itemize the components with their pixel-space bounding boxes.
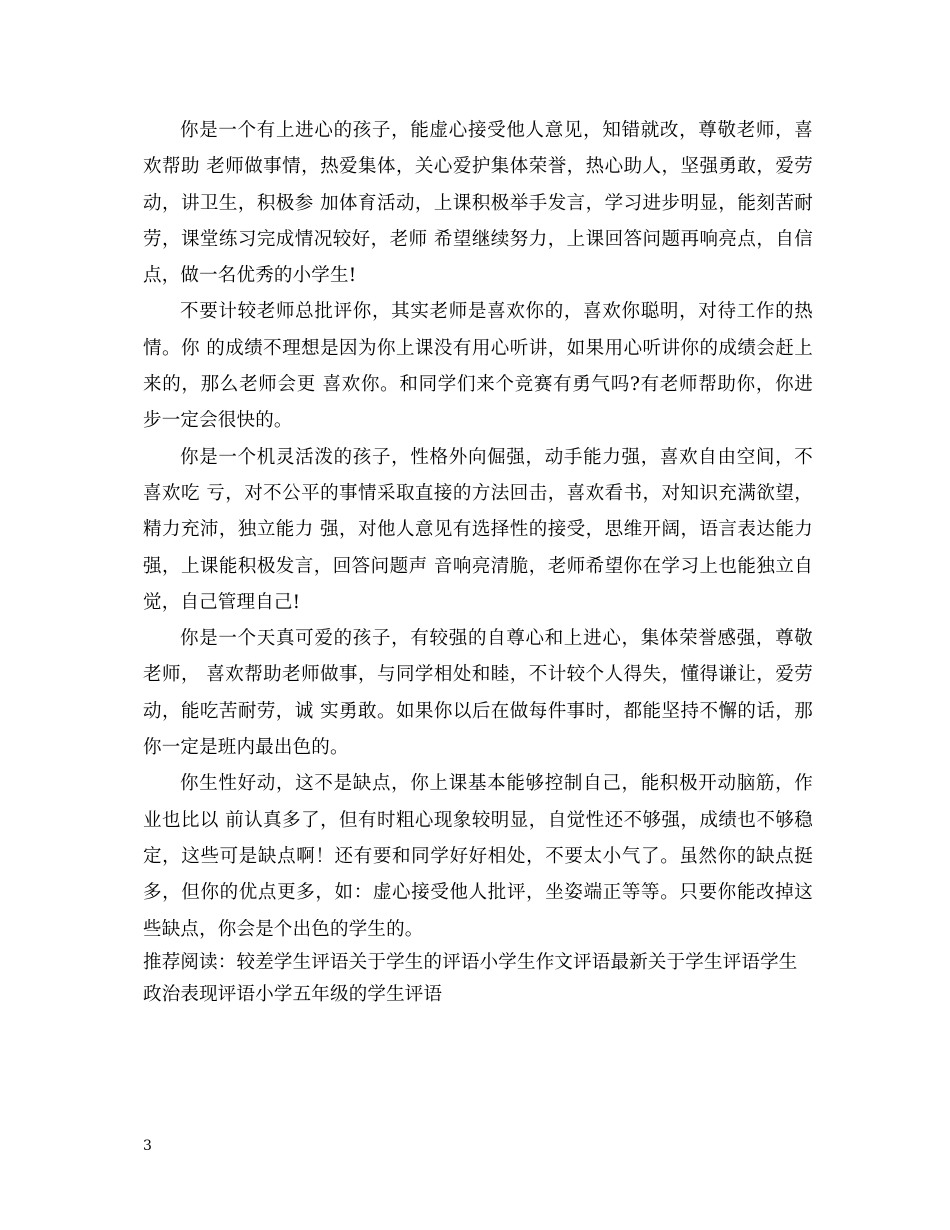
- paragraph: 你是一个机灵活泼的孩子，性格外向倔强，动手能力强，喜欢自由空间，不喜欢吃 亏，对不公平的事情采取直接的方法回击，喜欢看书，对知识充满欲望，精力充沛，独立能力 强，对他人意见有选择性的接受，思维开阔，语言表达能力强，上课能积极发言，回答问题声 音响亮清脆，老师希望你在学习上也能独立自觉，自己管理自己!: [143, 446, 813, 613]
- paragraph: 你是一个天真可爱的孩子，有较强的自尊心和上进心，集体荣誉感强，尊敬老师， 喜欢帮助老师做事，与同学相处和睦，不计较个人得失，懂得谦让，爱劳动，能吃苦耐劳，诚 实勇敢。如果你以后在做每件事时，都能坚持不懈的话，那你一定是班内最出色的。: [143, 628, 813, 759]
- paragraph: 你生性好动，这不是缺点，你上课基本能够控制自己，能积极开动脑筋，作业也比以 前认真多了，但有时粗心现象较明显，自觉性还不够强，成绩也不够稳定，这些可是缺点啊！还有要和同学好好相处，不要太小气了。虽然你的缺点挺多，但你的优点更多，如：虚心接受他人批评，坐姿端正等等。只要你能改掉这些缺点，你会是个出色的学生的。: [143, 773, 813, 940]
- document-body: [143, 113, 813, 1012]
- paragraph: 不要计较老师总批评你，其实老师是喜欢你的，喜欢你聪明，对待工作的热情。你 的成绩不理想是因为你上课没有用心听讲，如果用心听讲你的成绩会赶上来的，那么老师会更 喜欢你。和同学们来个竞赛有勇气吗?有老师帮助你，你进步一定会很快的。: [143, 301, 813, 432]
- recommended-reading: 推荐阅读：较差学生评语关于学生的评语小学生作文评语最新关于学生评语学生政治表现评语小学五年级的学生评语: [143, 951, 798, 1005]
- page-number: 3: [143, 1138, 152, 1154]
- paragraph: 你是一个有上进心的孩子，能虚心接受他人意见，知错就改，尊敬老师，喜欢帮助 老师做事情，热爱集体，关心爱护集体荣誉，热心助人，坚强勇敢，爱劳动，讲卫生，积极参 加体育活动，上课积极举手发言，学习进步明显，能刻苦耐劳，课堂练习完成情况较好，老师 希望继续努力，上课回答问题再响亮点，自信点，做一名优秀的小学生!: [143, 120, 813, 287]
